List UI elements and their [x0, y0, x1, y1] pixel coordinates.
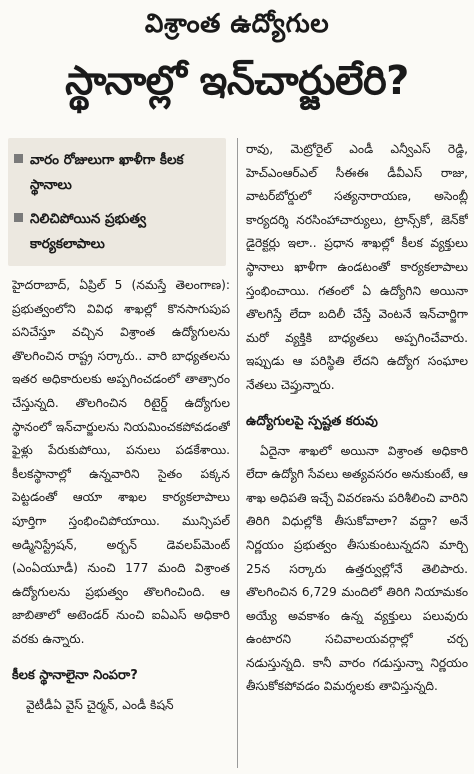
- square-bullet-icon: [14, 213, 23, 222]
- subheading: కీలక స్థానాలైనా నింపరా?: [12, 667, 138, 683]
- headline: స్థానాల్లో ఇన్‌చార్జులేరి?: [65, 58, 409, 104]
- column-divider: [237, 138, 238, 768]
- square-bullet-icon: [14, 154, 23, 163]
- highlight-text: నిలిచిపోయిన ప్రభుత్వ కార్యకలాపాలు: [30, 211, 147, 252]
- left-column: [12, 274, 230, 717]
- highlight-item: [14, 207, 220, 257]
- body-paragraph: వైటీడీఏ వైస్‌ చైర్మన్‌, ఎండీ కిషన్‌: [26, 697, 174, 712]
- subheading: ఉద్యోగులపై స్పష్టత కరువు: [246, 413, 378, 429]
- dateline-paragraph: హైదరాబాద్‌, ఏప్రిల్‌ 5 (నమస్తే తెలంగాణ): ప్రభుత్వంలోని వివిధ శాఖల్లో కొనసాగుపుప పనిచేస్తూ వచ్చిన విశ్రాంత ఉద్యోగులను తొలగించిన రాష్ట్ర సర్కారు.. వారి బాధ్యతలను ఇతర అధికారులకు అప్పగించడంలో తాత్సారం చేస్తున్నది. తొలగించిన రిటైర్డ్‌ ఉద్యోగుల స్థానంలో ఇన్‌చార్జులను నియమించకపోవడంతో ఫైళ్లు పేరుకుపోయి, పనులు పడకేశాయి. కీలకస్థానాల్లో ఉన్నవారిని సైతం పక్కన పెట్టడంతో ఆయా శాఖల కార్యకలాపాలు పూర్తిగా స్తంభించిపోయాయి. మున్సిపల్‌ అడ్మినిస్ట్రేషన్‌, అర్బన్‌ డెవలప్‌మెంట్‌ (ఎంఏయూడీ) నుంచి 177 మంది విశ్రాంత ఉద్యోగులను ప్రభుత్వం తొలగించింది. ఆ జాబితాలో అటెండర్‌ నుంచి ఐఏఎస్‌ అధికారి వరకు ఉన్నారు.: [12, 278, 230, 646]
- highlight-text: వారం రోజులుగా ఖాళీగా కీలక స్థానాలు: [30, 152, 184, 193]
- highlight-item: [14, 148, 220, 198]
- body-paragraph: ఏదైనా శాఖలో అయినా విశ్రాంత అధికారి లేదా ఉద్యోగి సేవలు అత్యవసరం అనుకుంటే, ఆ శాఖ అధిపతి ఇచ్చే వివరణను పరిశీలించి వారిని తిరిగి విధుల్లోకి తీసుకోవాలా? వద్దా? అనే నిర్ణయం ప్రభుత్వం తీసుకుంటున్నదని మార్చి 25న సర్కారు ఉత్తర్వుల్లోనే తెలిపారు. తొలగించిన 6,729 మందిలో తిరిగి నియామకం అయ్యే అవకాశం ఉన్న వ్యక్తులు పలువురు ఉంటారని సచివాలయవర్గాల్లో చర్చ నడుస్తున్నది. కానీ వారం గడుస్తున్నా నిర్ణయం తీసుకోకపోవడం విమర్శలకు తావిస్తున్నది.: [246, 443, 468, 694]
- right-column: [246, 138, 468, 699]
- headline-kicker: విశ్రాంత ఉద్యోగుల: [144, 9, 330, 39]
- highlights-box: [8, 138, 226, 266]
- body-paragraph: రావు, మెట్రోరైల్‌ ఎండీ ఎన్వీఎస్‌ రెడ్డి, హెచ్‌ఎంఆర్‌ఎల్‌ సీఈఈ డీవీఎస్‌ రాజు, వాటర్‌బోర్డులో సత్యనారాయణ, అసెంబ్లీ కార్యదర్శి నరసింహాచార్యులు, ట్రాన్స్‌కో, జెన్‌కో డైరెక్టర్లు ఇలా.. ప్రధాన శాఖల్లో కీలక వ్యక్తులు స్థానాలు ఖాళీగా ఉండటంతో కార్యకలాపాలు స్తంభించాయి. గతంలో ఏ ఉద్యోగిని అయినా తొలగిస్తే లేదా బదిలీ చేస్తే వెంటనే ఇన్‌చార్జిగా మరో వ్యక్తికి బాధ్యతలు అప్పగించేవారు. ఇప్పుడు ఆ పరిస్థితి లేదని ఉద్యోగ సంఘాల నేతలు చెప్తున్నారు.: [246, 142, 468, 392]
